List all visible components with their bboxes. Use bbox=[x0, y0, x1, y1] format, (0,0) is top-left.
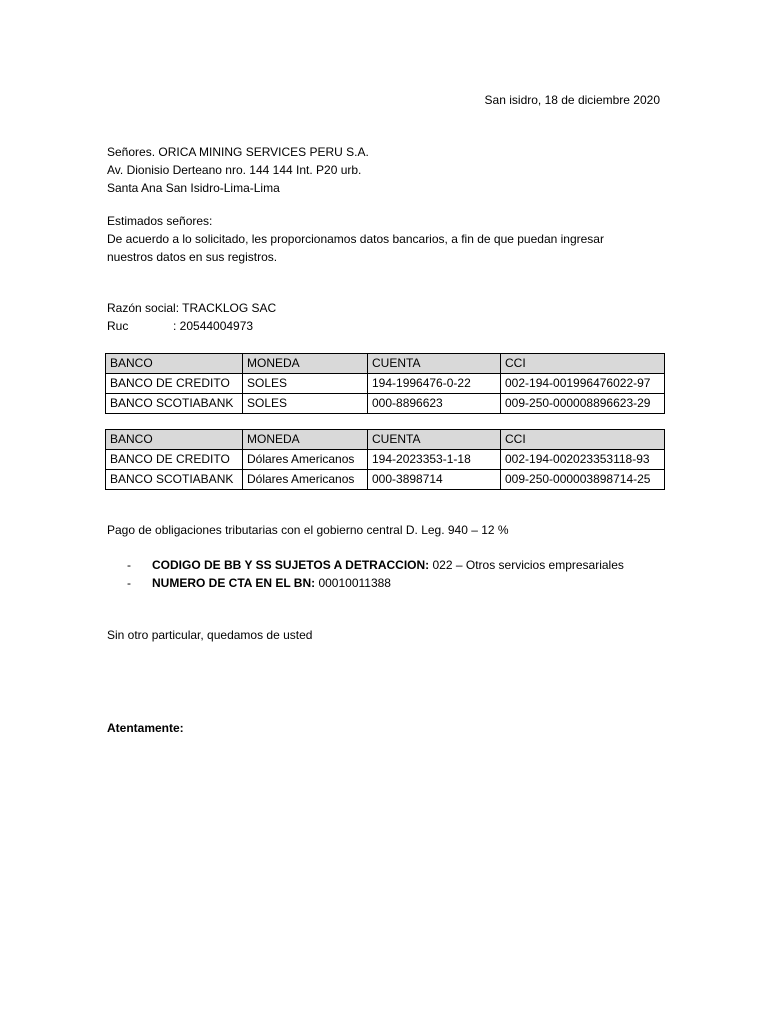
cell-banco: BANCO DE CREDITO bbox=[106, 374, 243, 394]
recipient-name: Señores. ORICA MINING SERVICES PERU S.A. bbox=[107, 145, 369, 159]
header-moneda: MONEDA bbox=[243, 354, 368, 374]
cell-moneda: SOLES bbox=[243, 374, 368, 394]
cell-moneda: SOLES bbox=[243, 394, 368, 414]
razon-social-value: TRACKLOG SAC bbox=[182, 301, 277, 315]
table-header-row bbox=[106, 430, 665, 450]
cell-cci: 002-194-001996476022-97 bbox=[501, 374, 665, 394]
list-item-value: 00010011388 bbox=[315, 576, 391, 590]
greeting: Estimados señores: bbox=[107, 214, 213, 228]
table-header-row bbox=[106, 354, 665, 374]
razon-social bbox=[107, 300, 276, 317]
cell-banco: BANCO DE CREDITO bbox=[106, 450, 243, 470]
header-cuenta: CUENTA bbox=[368, 430, 501, 450]
header-cci: CCI bbox=[501, 354, 665, 374]
bank-table-soles bbox=[105, 353, 665, 414]
cell-cci: 009-250-000003898714-25 bbox=[501, 470, 665, 490]
table-row bbox=[106, 450, 665, 470]
list-item-label: CODIGO DE BB Y SS SUJETOS A DETRACCION: bbox=[152, 558, 430, 572]
body-text-line-2: nuestros datos en sus registros. bbox=[107, 250, 278, 264]
cell-moneda: Dólares Americanos bbox=[243, 450, 368, 470]
letter-date: San isidro, 18 de diciembre 2020 bbox=[484, 93, 660, 107]
table-row bbox=[106, 374, 665, 394]
bullet-dash: - bbox=[127, 576, 131, 590]
cell-banco: BANCO SCOTIABANK bbox=[106, 394, 243, 414]
bullet-dash: - bbox=[127, 558, 131, 572]
cell-cuenta: 194-1996476-0-22 bbox=[368, 374, 501, 394]
header-banco: BANCO bbox=[106, 430, 243, 450]
header-cuenta: CUENTA bbox=[368, 354, 501, 374]
razon-social-label: Razón social: bbox=[107, 301, 180, 315]
header-moneda: MONEDA bbox=[243, 430, 368, 450]
header-banco: BANCO bbox=[106, 354, 243, 374]
cell-cci: 009-250-000008896623-29 bbox=[501, 394, 665, 414]
table-row bbox=[106, 394, 665, 414]
cell-moneda: Dólares Americanos bbox=[243, 470, 368, 490]
recipient-city: Santa Ana San Isidro-Lima-Lima bbox=[107, 181, 280, 195]
cell-cuenta: 000-3898714 bbox=[368, 470, 501, 490]
body-text-line-1: De acuerdo a lo solicitado, les proporcionamos datos bancarios, a fin de que puedan ingresar bbox=[107, 232, 604, 246]
recipient-address: Av. Dionisio Derteano nro. 144 144 Int. P20 urb. bbox=[107, 163, 362, 177]
cell-cci: 002-194-002023353118-93 bbox=[501, 450, 665, 470]
list-item-text bbox=[152, 575, 391, 592]
ruc bbox=[107, 318, 253, 335]
list-item-label: NUMERO DE CTA EN EL BN: bbox=[152, 576, 316, 590]
closing-text: Sin otro particular, quedamos de usted bbox=[107, 628, 313, 642]
list-item-text bbox=[152, 557, 624, 574]
cell-banco: BANCO SCOTIABANK bbox=[106, 470, 243, 490]
cell-cuenta: 000-8896623 bbox=[368, 394, 501, 414]
table-row bbox=[106, 470, 665, 490]
cell-cuenta: 194-2023353-1-18 bbox=[368, 450, 501, 470]
tax-obligations-text: Pago de obligaciones tributarias con el gobierno central D. Leg. 940 – 12 % bbox=[107, 523, 509, 537]
ruc-value: : 20544004973 bbox=[173, 319, 254, 333]
header-cci: CCI bbox=[501, 430, 665, 450]
signoff: Atentamente: bbox=[107, 721, 184, 735]
list-item-value: 022 – Otros servicios empresariales bbox=[429, 558, 624, 572]
ruc-label: Ruc bbox=[107, 319, 129, 333]
bank-table-dolares bbox=[105, 429, 665, 490]
